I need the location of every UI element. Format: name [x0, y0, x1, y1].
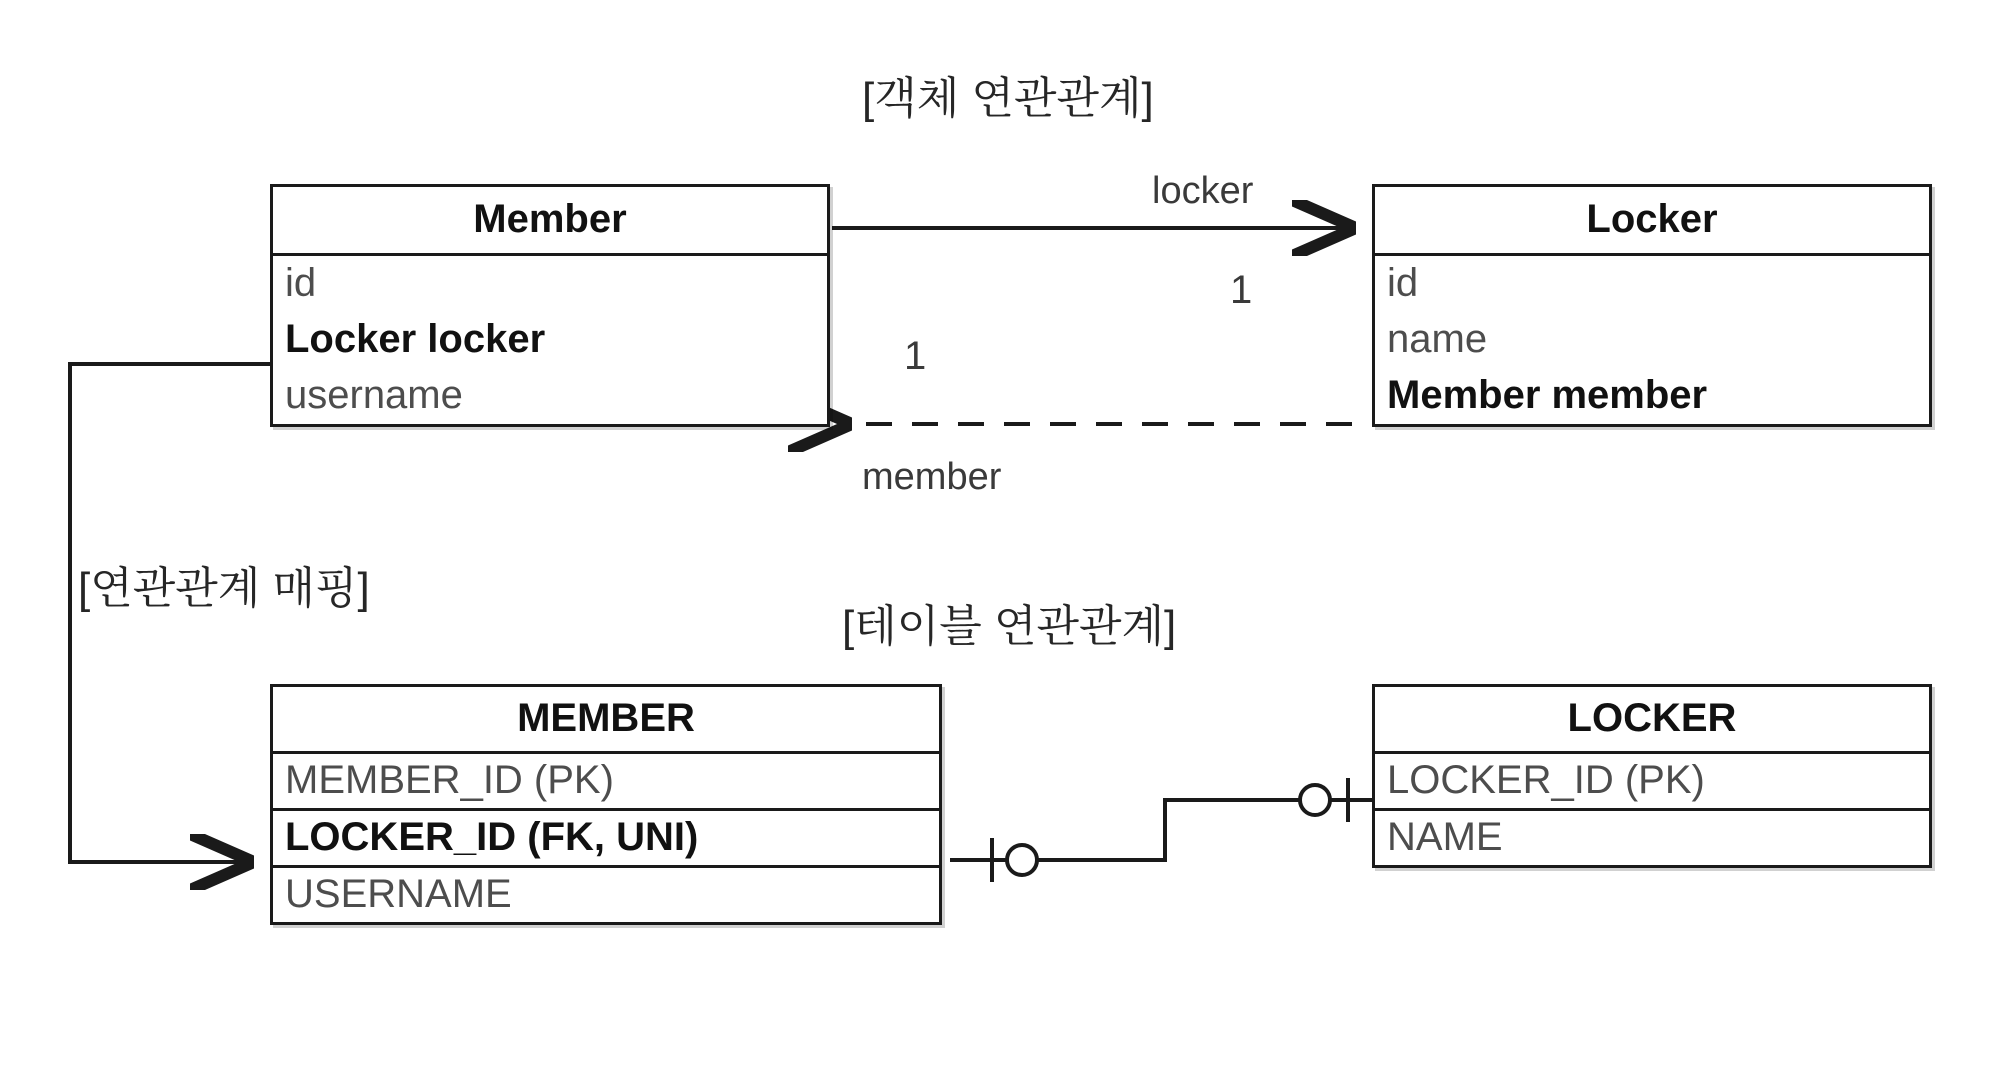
attribute-member: Member member — [1387, 373, 1708, 417]
entity-attributes — [1375, 256, 1929, 424]
entity-locker-table — [1372, 684, 1932, 868]
attribute-username: username — [285, 373, 463, 417]
column-locker-id-pk: LOCKER_ID (PK) — [1387, 758, 1705, 802]
edge-label-locker: locker — [1152, 170, 1254, 212]
entity-title: LOCKER — [1375, 687, 1929, 754]
entity-attributes — [1375, 754, 1929, 865]
attribute-locker: Locker locker — [285, 317, 546, 361]
column-name: NAME — [1375, 808, 1929, 865]
column-member-id: MEMBER_ID (PK) — [285, 758, 614, 802]
attribute-id: id — [1387, 261, 1419, 305]
entity-member-object — [270, 184, 830, 427]
entity-title: Member — [273, 187, 827, 256]
entity-title: MEMBER — [273, 687, 939, 754]
edge-label-member: member — [862, 456, 1002, 498]
heading-object-relation: [객체 연관관계] — [862, 74, 1154, 123]
attribute-name: name — [1387, 317, 1488, 361]
entity-attributes — [273, 754, 939, 922]
attribute-id: id — [285, 261, 317, 305]
column-locker-id-fk: LOCKER_ID (FK, UNI) — [273, 808, 939, 865]
heading-table-relation: [테이블 연관관계] — [842, 602, 1177, 651]
edge-cardinality-member: 1 — [904, 334, 927, 378]
edge-member-locker-table — [950, 778, 1382, 882]
entity-attributes — [273, 256, 827, 424]
edge-cardinality-locker: 1 — [1230, 268, 1253, 312]
column-username: USERNAME — [273, 865, 939, 922]
entity-member-table — [270, 684, 942, 925]
entity-locker-object — [1372, 184, 1932, 427]
entity-title: Locker — [1375, 187, 1929, 256]
heading-mapping: [연관관계 매핑] — [78, 564, 370, 613]
